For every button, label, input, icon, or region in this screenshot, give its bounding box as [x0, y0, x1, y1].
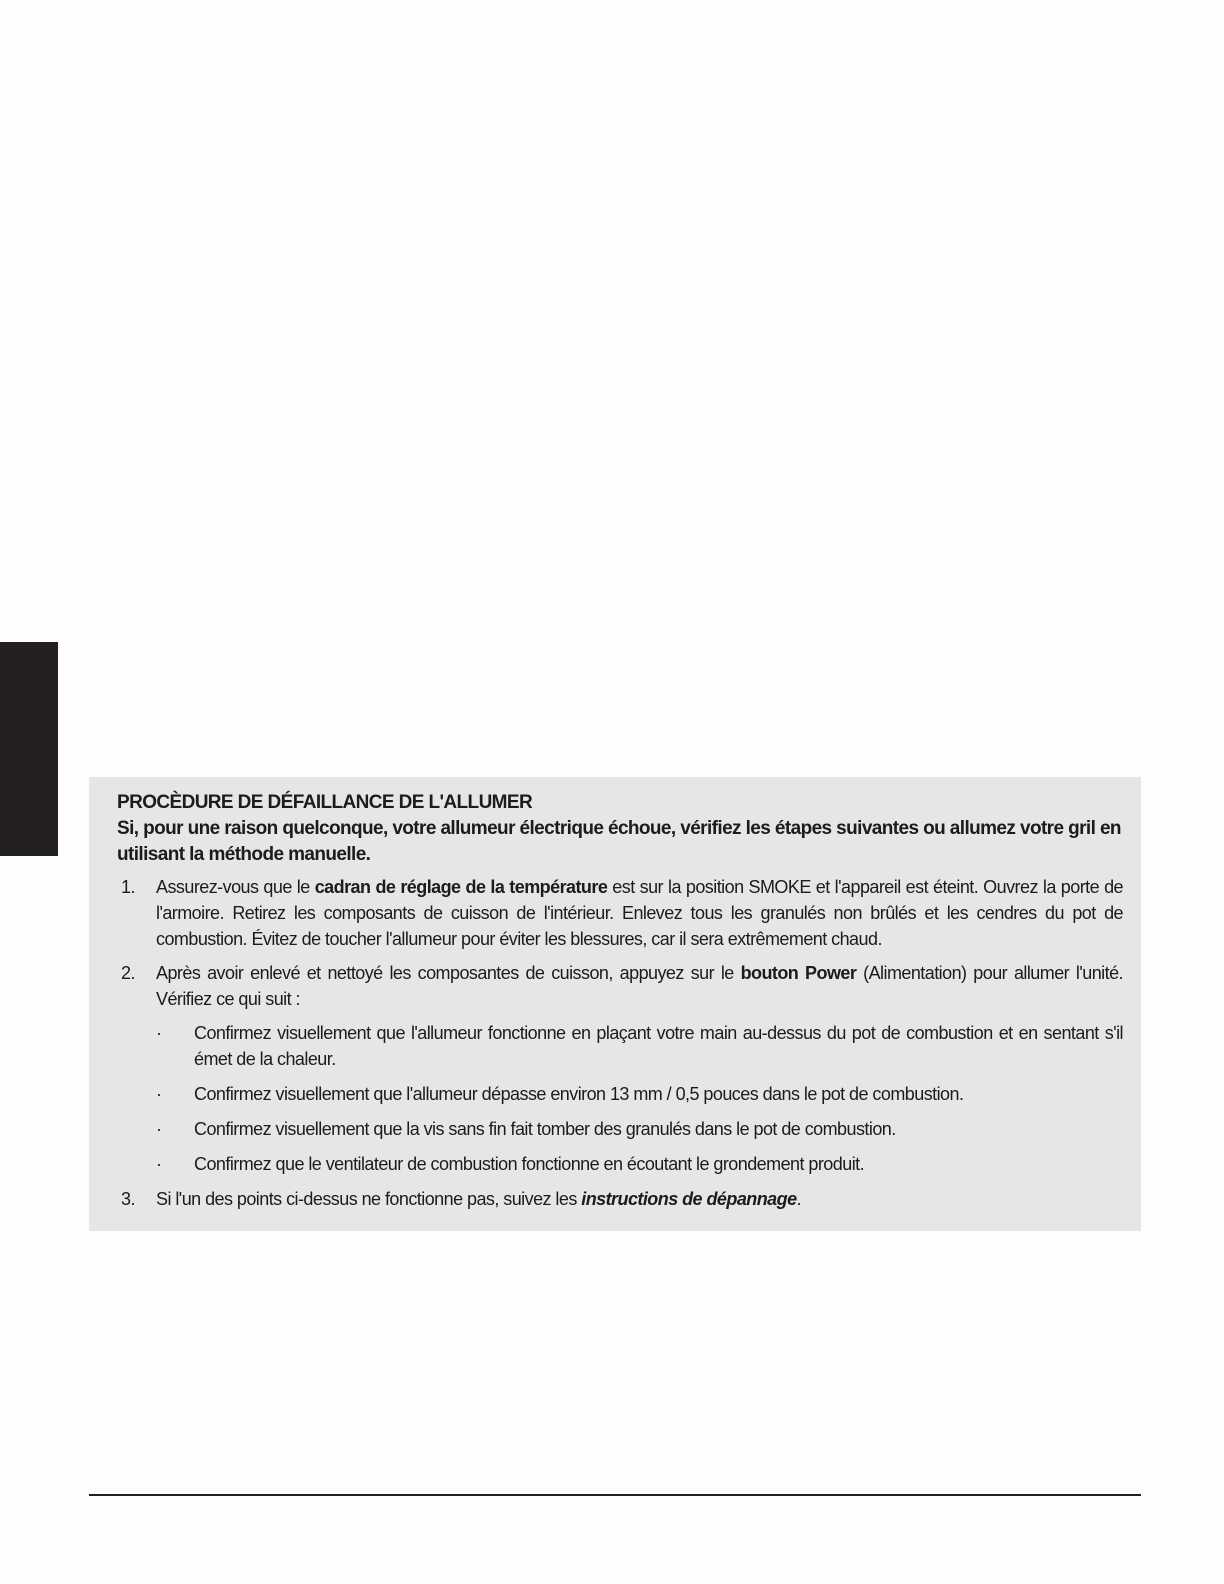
- bullet-marker: ·: [156, 1119, 162, 1139]
- step-number: 3.: [121, 1189, 135, 1209]
- check-item-text: Confirmez visuellement que l'allumeur fonctionne en plaçant votre main au-dessus du pot de combustion et en sentant s'il émet de la chaleur.: [194, 1023, 1123, 1069]
- section-tab: [0, 642, 58, 856]
- check-list: [156, 1020, 1123, 1177]
- step-item-3: [117, 1186, 1123, 1212]
- step-text-post: (Alimentation) pour allumer l'unité. Vérifiez ce qui suit :: [156, 963, 1123, 1009]
- step-number: 1.: [121, 877, 135, 897]
- notice-title: PROCÈDURE DE DÉFAILLANCE DE L'ALLUMER: [117, 792, 533, 813]
- ignitor-failure-notice: [89, 777, 1141, 1231]
- step-text-post: .: [796, 1189, 801, 1209]
- check-item: [156, 1081, 1123, 1107]
- footer-divider: [89, 1494, 1141, 1496]
- step-number: 2.: [121, 963, 135, 983]
- check-item-text: Confirmez visuellement que la vis sans fin fait tomber des granulés dans le pot de combustion.: [194, 1119, 896, 1139]
- step-text-emphasis: bouton Power: [740, 963, 857, 983]
- step-text-pre: Assurez-vous que le: [156, 877, 315, 897]
- check-item-text: Confirmez que le ventilateur de combustion fonctionne en écoutant le grondement produit.: [194, 1154, 865, 1174]
- check-item-text: Confirmez visuellement que l'allumeur dépasse environ 13 mm / 0,5 pouces dans le pot de combustion.: [194, 1084, 964, 1104]
- notice-intro: Si, pour une raison quelconque, votre allumeur électrique échoue, vérifiez les étapes suivantes ou allumez votre gril en utilisant la méthode manuelle.: [117, 818, 1121, 865]
- bullet-marker: ·: [156, 1023, 162, 1043]
- step-text-post: est sur la position SMOKE et l'appareil est éteint. Ouvrez la porte de l'armoire. Retirez les composants de cuisson de l'intérieur. Enlevez tous les granulés non brûlés et les cendres du pot de combustion. Évitez de toucher l'allumeur pour éviter les blessures, car il sera extrêmement chaud.: [156, 877, 1123, 949]
- step-text-pre: Si l'un des points ci-dessus ne fonctionne pas, suivez les: [156, 1189, 582, 1209]
- check-item: [156, 1116, 1123, 1142]
- step-text-emphasis: cadran de réglage de la température: [314, 877, 608, 897]
- bullet-marker: ·: [156, 1154, 162, 1174]
- step-item-2: [117, 960, 1123, 1177]
- steps-list: [117, 874, 1123, 1212]
- step-text-pre: Après avoir enlevé et nettoyé les composantes de cuisson, appuyez sur le: [156, 963, 741, 983]
- bullet-marker: ·: [156, 1084, 162, 1104]
- step-item-1: [117, 874, 1123, 952]
- troubleshooting-reference: instructions de dépannage: [581, 1189, 797, 1209]
- check-item: [156, 1151, 1123, 1177]
- check-item: [156, 1020, 1123, 1072]
